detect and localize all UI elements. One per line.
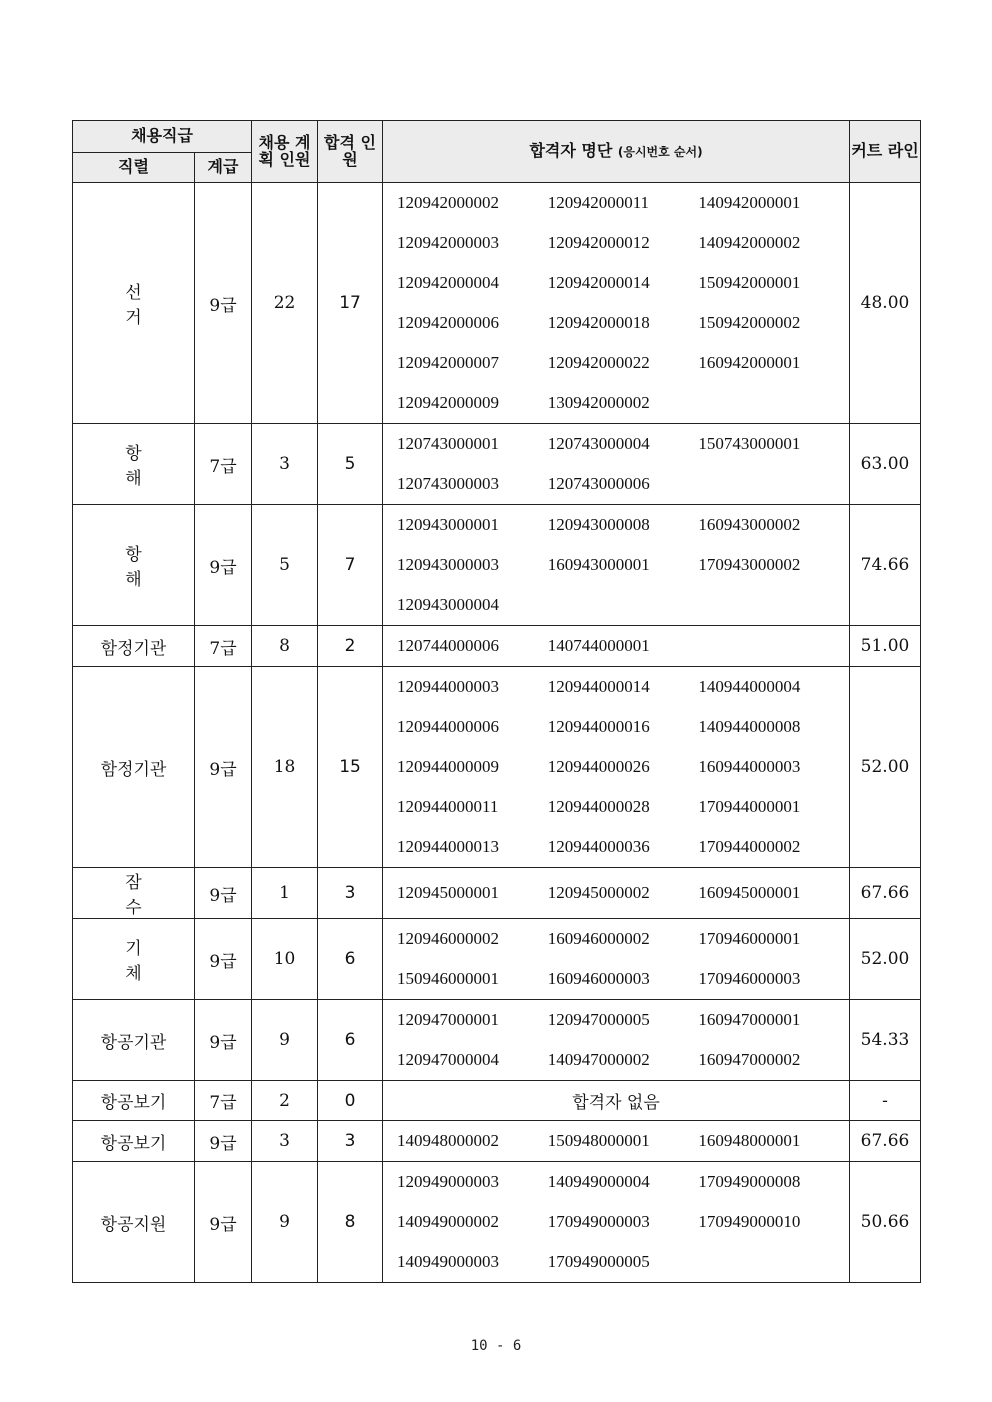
passers-line: [397, 1121, 849, 1161]
passers-list-cell: [383, 626, 850, 667]
applicant-number: 120944000028: [547, 797, 650, 816]
applicant-number: 120743000006: [547, 474, 650, 493]
passed-count-cell: 3: [318, 1121, 383, 1162]
applicant-number: 170949000008: [698, 1172, 801, 1191]
passers-line: [397, 183, 849, 223]
applicant-number: 120944000003: [397, 677, 500, 696]
passers-list-cell: [383, 505, 850, 626]
passed-count-cell: 8: [318, 1162, 383, 1283]
header-grade: 계급: [195, 153, 252, 183]
planned-cell: 9: [252, 1000, 318, 1081]
applicant-number: 160948000001: [698, 1131, 801, 1150]
series-cell: 항 해: [73, 424, 195, 505]
cutline-cell: 50.66: [850, 1162, 921, 1283]
applicant-number: 150948000001: [547, 1131, 650, 1150]
applicant-number: 120944000009: [397, 757, 500, 776]
header-series: 직렬: [73, 153, 195, 183]
applicant-number: 120942000007: [397, 353, 500, 372]
applicant-number: 120942000009: [397, 393, 500, 412]
passers-line: [397, 1000, 849, 1040]
applicant-number: 120944000036: [547, 837, 650, 856]
passers-line: [397, 959, 849, 999]
cutline-cell: 51.00: [850, 626, 921, 667]
applicant-number: 120943000008: [547, 515, 650, 534]
passers-line: [397, 827, 849, 867]
applicant-number: 140947000002: [547, 1050, 650, 1069]
passers-line: [397, 383, 849, 423]
series-cell: 항공보기: [73, 1081, 195, 1121]
cutline-cell: 74.66: [850, 505, 921, 626]
applicant-number: 120942000006: [397, 313, 500, 332]
applicant-number: 140744000001: [547, 636, 650, 655]
applicant-number: 150743000001: [698, 434, 801, 453]
passed-count-cell: 5: [318, 424, 383, 505]
table-row: [73, 1121, 921, 1162]
applicant-number: 150942000002: [698, 313, 801, 332]
passers-list-cell: [383, 868, 850, 919]
applicant-number: 120944000014: [547, 677, 650, 696]
cutline-cell: 48.00: [850, 183, 921, 424]
table-row: [73, 1162, 921, 1283]
series-cell: 기 체: [73, 919, 195, 1000]
header-list-note: (응시번호 순서): [617, 145, 703, 160]
table-row: [73, 1081, 921, 1121]
applicant-number: 140948000002: [397, 1131, 500, 1150]
applicant-number: 140949000004: [547, 1172, 650, 1191]
header-planned: 채용 계획 인원: [252, 121, 318, 183]
applicant-number: 140944000004: [698, 677, 801, 696]
results-table: [72, 120, 921, 1283]
applicant-number: 170944000002: [698, 837, 801, 856]
grade-cell: 9급: [195, 1162, 252, 1283]
passers-line: [397, 1040, 849, 1080]
applicant-number: 140949000003: [397, 1252, 500, 1271]
applicant-number: 170949000005: [547, 1252, 650, 1271]
passers-line: [397, 1202, 849, 1242]
cutline-cell: 52.00: [850, 667, 921, 868]
passers-line: [397, 1162, 849, 1202]
applicant-number: 120947000005: [547, 1010, 650, 1029]
applicant-number: 140942000001: [698, 193, 801, 212]
series-cell: 항공지원: [73, 1162, 195, 1283]
applicant-number: 170949000003: [547, 1212, 650, 1231]
passers-line: [397, 626, 849, 666]
applicant-number: 170946000001: [698, 929, 801, 948]
applicant-number: 160943000002: [698, 515, 801, 534]
applicant-number: 120949000003: [397, 1172, 500, 1191]
series-cell: 함정기관: [73, 667, 195, 868]
planned-cell: 3: [252, 424, 318, 505]
applicant-number: 120945000002: [547, 883, 650, 902]
applicant-number: 120944000006: [397, 717, 500, 736]
table-row: [73, 868, 921, 919]
applicant-number: 160946000002: [547, 929, 650, 948]
grade-cell: 7급: [195, 1081, 252, 1121]
applicant-number: 120942000012: [547, 233, 650, 252]
table-row: [73, 183, 921, 424]
passers-list-cell: [383, 1162, 850, 1283]
no-passers-cell: 합격자 없음: [383, 1081, 850, 1121]
applicant-number: 120944000011: [397, 797, 499, 816]
planned-cell: 9: [252, 1162, 318, 1283]
grade-cell: 7급: [195, 424, 252, 505]
passers-line: [397, 873, 849, 913]
grade-cell: 7급: [195, 626, 252, 667]
grade-cell: 9급: [195, 1000, 252, 1081]
passers-list-cell: [383, 424, 850, 505]
applicant-number: 150946000001: [397, 969, 500, 988]
applicant-number: 160945000001: [698, 883, 801, 902]
cutline-cell: 63.00: [850, 424, 921, 505]
cutline-cell: 67.66: [850, 1121, 921, 1162]
applicant-number: 120942000018: [547, 313, 650, 332]
passers-list-cell: [383, 183, 850, 424]
grade-cell: 9급: [195, 868, 252, 919]
planned-cell: 8: [252, 626, 318, 667]
grade-cell: 9급: [195, 667, 252, 868]
applicant-number: 120945000001: [397, 883, 500, 902]
series-cell: 항공보기: [73, 1121, 195, 1162]
planned-cell: 2: [252, 1081, 318, 1121]
applicant-number: 120942000014: [547, 273, 650, 292]
passed-count-cell: 0: [318, 1081, 383, 1121]
passers-line: [397, 747, 849, 787]
header-list: [383, 121, 850, 183]
passers-line: [397, 707, 849, 747]
header-list-title: 합격자 명단: [529, 141, 613, 161]
applicant-number: 120946000002: [397, 929, 500, 948]
applicant-number: 170943000002: [698, 555, 801, 574]
passers-line: [397, 667, 849, 707]
page-number: 10 - 6: [470, 1338, 522, 1354]
grade-cell: 9급: [195, 919, 252, 1000]
applicant-number: 120744000006: [397, 636, 500, 655]
planned-cell: 5: [252, 505, 318, 626]
table-row: [73, 1000, 921, 1081]
passers-line: [397, 505, 849, 545]
applicant-number: 120942000003: [397, 233, 500, 252]
applicant-number: 140944000008: [698, 717, 801, 736]
applicant-number: 120944000026: [547, 757, 650, 776]
applicant-number: 160946000003: [547, 969, 650, 988]
table-body: [73, 183, 921, 1283]
passers-line: [397, 585, 849, 625]
applicant-number: 140949000002: [397, 1212, 500, 1231]
passed-count-cell: 3: [318, 868, 383, 919]
table-row: [73, 424, 921, 505]
planned-cell: 3: [252, 1121, 318, 1162]
applicant-number: 160947000001: [698, 1010, 801, 1029]
applicant-number: 120942000004: [397, 273, 500, 292]
passers-line: [397, 263, 849, 303]
series-cell: 항공기관: [73, 1000, 195, 1081]
passed-count-cell: 7: [318, 505, 383, 626]
table-row: [73, 505, 921, 626]
passers-line: [397, 303, 849, 343]
passers-line: [397, 919, 849, 959]
passed-count-cell: 6: [318, 1000, 383, 1081]
header-group: 채용직급: [73, 121, 252, 153]
cutline-cell: -: [850, 1081, 921, 1121]
series-cell: 선 거: [73, 183, 195, 424]
applicant-number: 160943000001: [547, 555, 650, 574]
passed-count-cell: 17: [318, 183, 383, 424]
applicant-number: 120743000003: [397, 474, 500, 493]
applicant-number: 170946000003: [698, 969, 801, 988]
grade-cell: 9급: [195, 183, 252, 424]
table-row: [73, 919, 921, 1000]
passers-line: [397, 464, 849, 504]
table-row: [73, 667, 921, 868]
series-cell: 항 해: [73, 505, 195, 626]
cutline-cell: 54.33: [850, 1000, 921, 1081]
passers-line: [397, 343, 849, 383]
applicant-number: 160942000001: [698, 353, 801, 372]
applicant-number: 170949000010: [698, 1212, 801, 1231]
applicant-number: 120942000002: [397, 193, 500, 212]
passers-list-cell: [383, 1000, 850, 1081]
planned-cell: 22: [252, 183, 318, 424]
applicant-number: 160947000002: [698, 1050, 801, 1069]
header-cutline: 커트 라인: [850, 121, 921, 183]
applicant-number: 120944000016: [547, 717, 650, 736]
applicant-number: 140942000002: [698, 233, 801, 252]
passed-count-cell: 2: [318, 626, 383, 667]
applicant-number: 150942000001: [698, 273, 801, 292]
applicant-number: 120947000004: [397, 1050, 500, 1069]
passers-line: [397, 1242, 849, 1282]
applicant-number: 130942000002: [547, 393, 650, 412]
applicant-number: 120943000001: [397, 515, 500, 534]
applicant-number: 120947000001: [397, 1010, 500, 1029]
passers-line: [397, 424, 849, 464]
planned-cell: 1: [252, 868, 318, 919]
cutline-cell: 67.66: [850, 868, 921, 919]
passers-list-cell: [383, 919, 850, 1000]
grade-cell: 9급: [195, 505, 252, 626]
applicant-number: 120943000004: [397, 595, 500, 614]
series-cell: 함정기관: [73, 626, 195, 667]
grade-cell: 9급: [195, 1121, 252, 1162]
table-row: [73, 626, 921, 667]
applicant-number: 170944000001: [698, 797, 801, 816]
passers-list-cell: [383, 1121, 850, 1162]
passed-count-cell: 6: [318, 919, 383, 1000]
applicant-number: 120743000004: [547, 434, 650, 453]
passers-line: [397, 223, 849, 263]
passers-line: [397, 545, 849, 585]
planned-cell: 18: [252, 667, 318, 868]
applicant-number: 120942000022: [547, 353, 650, 372]
planned-cell: 10: [252, 919, 318, 1000]
table-header: [73, 121, 921, 183]
applicant-number: 120942000011: [547, 193, 650, 212]
series-cell: 잠 수: [73, 868, 195, 919]
applicant-number: 160944000003: [698, 757, 801, 776]
applicant-number: 120743000001: [397, 434, 500, 453]
passers-list-cell: [383, 667, 850, 868]
applicant-number: 120944000013: [397, 837, 500, 856]
header-passed: 합격 인원: [318, 121, 383, 183]
applicant-number: 120943000003: [397, 555, 500, 574]
passed-count-cell: 15: [318, 667, 383, 868]
passers-line: [397, 787, 849, 827]
cutline-cell: 52.00: [850, 919, 921, 1000]
